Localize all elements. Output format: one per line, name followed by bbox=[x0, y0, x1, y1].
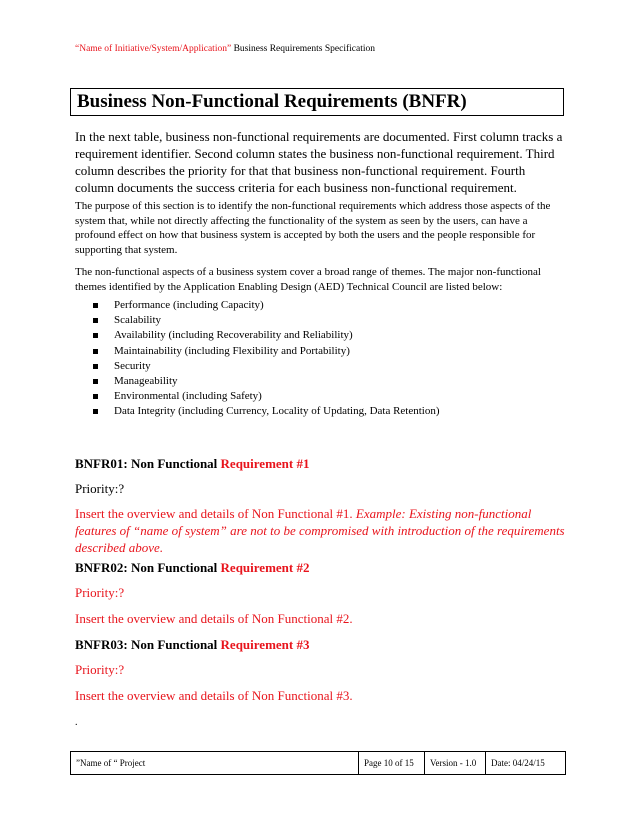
footer-date: Date: 04/24/15 bbox=[491, 758, 545, 768]
bullet-square-icon bbox=[93, 409, 98, 414]
bnfr03-requirement-label: Requirement #3 bbox=[220, 637, 310, 652]
list-item: Availability (including Recoverability and Reliability) bbox=[93, 328, 440, 343]
aspects-paragraph: The non-functional aspects of a business system cover a broad range of themes. The major non-functional themes identified by the Application Enabling Design (AED) Technical Council are listed below: bbox=[75, 266, 541, 293]
bnfr02-requirement-label: Requirement #2 bbox=[220, 560, 310, 575]
bnfr02-heading: BNFR02: Non Functional Requirement #2 bbox=[75, 560, 310, 575]
themes-list bbox=[93, 298, 440, 420]
bnfr02-priority: Priority:? bbox=[75, 585, 125, 600]
bnfr01-overview: Insert the overview and details of Non Functional #1. Example: Existing non-functional features of “name of system” are not to be compromised with introduction of the requirements described above. bbox=[75, 506, 565, 555]
bullet-square-icon bbox=[93, 394, 98, 399]
bnfr03-heading: BNFR03: Non Functional Requirement #3 bbox=[75, 637, 310, 652]
footer-page-number: Page 10 of 15 bbox=[359, 752, 425, 774]
bnfr01-requirement-label: Requirement #1 bbox=[220, 456, 310, 471]
list-item: Performance (including Capacity) bbox=[93, 298, 440, 313]
list-item: Data Integrity (including Currency, Locality of Updating, Data Retention) bbox=[93, 404, 440, 419]
section-title: Business Non-Functional Requirements (BNFR) bbox=[70, 88, 564, 116]
footer-version: Version - 1.0 bbox=[425, 752, 486, 774]
list-item: Maintainability (including Flexibility and Portability) bbox=[93, 344, 440, 359]
bnfr02-overview: Insert the overview and details of Non Functional #2. bbox=[75, 611, 353, 626]
page-footer bbox=[70, 751, 566, 775]
bnfr01-example: Example: Existing non-functional features of “name of system” are not to be compromised with introduction of the requirements described above. bbox=[75, 506, 565, 555]
bullet-square-icon bbox=[93, 349, 98, 354]
bullet-square-icon bbox=[93, 318, 98, 323]
header-doc-title: Business Requirements Specification bbox=[231, 44, 375, 54]
bullet-square-icon bbox=[93, 379, 98, 384]
list-item: Security bbox=[93, 359, 440, 374]
purpose-paragraph: The purpose of this section is to identify the non-functional requirements which address those aspects of the system that, while not directly affecting the functionality of the system as seen by the users, can have a profound effect on how that business system is accepted by both the users and the people responsible for supporting that system. bbox=[75, 200, 551, 256]
list-item: Scalability bbox=[93, 313, 440, 328]
bnfr03-priority: Priority:? bbox=[75, 662, 125, 677]
bnfr01-priority: Priority:? bbox=[75, 481, 125, 496]
list-item: Manageability bbox=[93, 374, 440, 389]
footer-project-name: ”Name of “ Project bbox=[71, 752, 359, 774]
header-system-name: “Name of Initiative/System/Application” bbox=[75, 44, 232, 54]
page-header bbox=[75, 44, 375, 54]
bullet-square-icon bbox=[93, 303, 98, 308]
bnfr03-overview: Insert the overview and details of Non Functional #3. bbox=[75, 688, 353, 703]
bnfr01-heading: BNFR01: Non Functional Requirement #1 bbox=[75, 456, 310, 471]
bullet-square-icon bbox=[93, 333, 98, 338]
intro-paragraph: In the next table, business non-functional requirements are documented. First column tracks a requirement identifier. Second column states the business non-functional requirement. Third column describes the priority for that that business non-functional requirement. Fourth column documents the success criteria for each business non-functional requirement. bbox=[75, 129, 563, 195]
list-item: Environmental (including Safety) bbox=[93, 389, 440, 404]
trailing-dot: . bbox=[75, 717, 78, 728]
bullet-square-icon bbox=[93, 364, 98, 369]
